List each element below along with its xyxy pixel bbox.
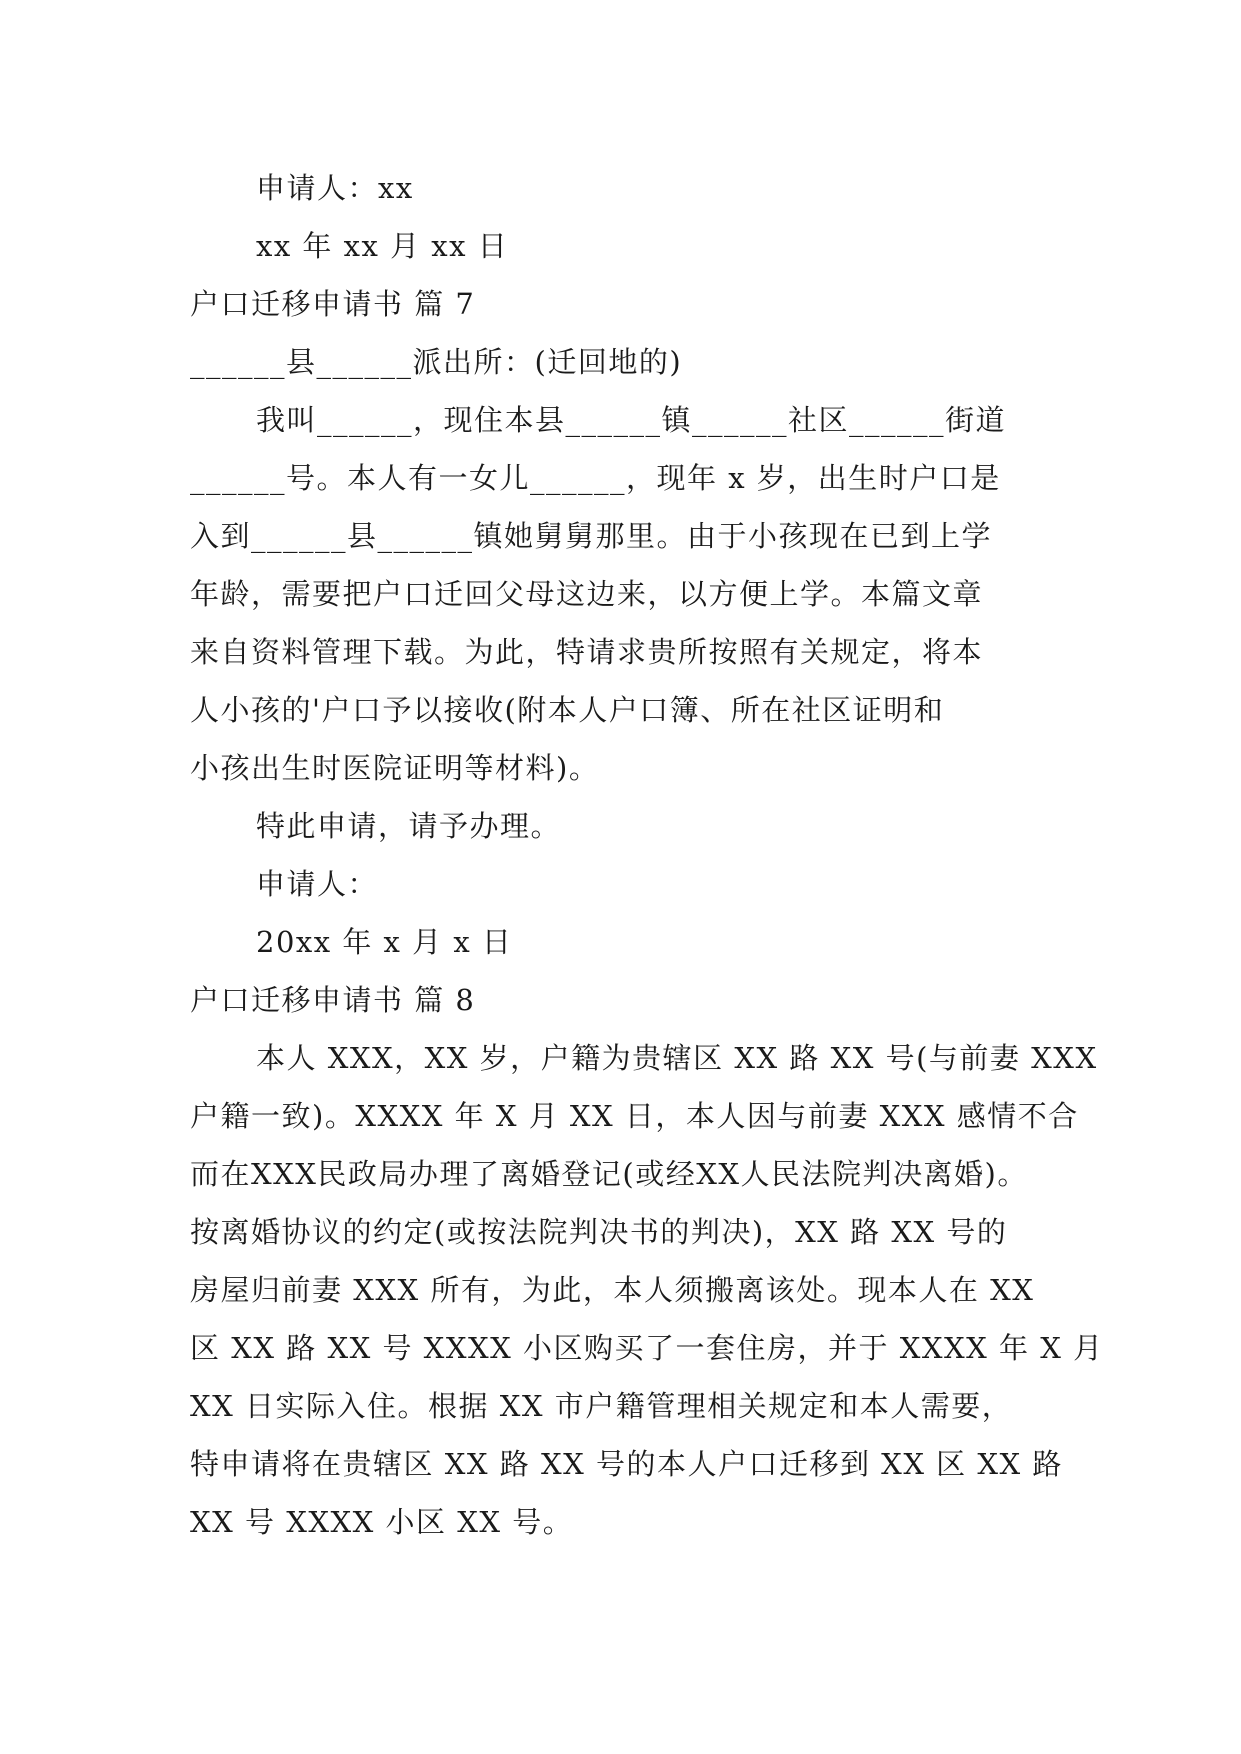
body-line: 而在XXX民政局办理了离婚登记(或经XX人民法院判决离婚)。 bbox=[190, 1157, 1028, 1191]
body-line: 按离婚协议的约定(或按法院判决书的判决)，XX 路 XX 号的 bbox=[190, 1215, 1008, 1249]
body-line: 特申请将在贵辖区 XX 路 XX 号的本人户口迁移到 XX 区 XX 路 bbox=[190, 1447, 1063, 1481]
date-line: xx 年 xx 月 xx 日 bbox=[256, 229, 509, 263]
body-line: 区 XX 路 XX 号 XXXX 小区购买了一套住房，并于 XXXX 年 X 月 bbox=[190, 1331, 1104, 1365]
body-line: 本人 XXX，XX 岁，户籍为贵辖区 XX 路 XX 号(与前妻 XXX bbox=[256, 1041, 1098, 1075]
body-line: 户籍一致)。XXXX 年 X 月 XX 日，本人因与前妻 XXX 感情不合 bbox=[190, 1099, 1079, 1133]
applicant-line: 申请人：xx bbox=[256, 171, 414, 205]
body-line: 来自资料管理下载。为此，特请求贵所按照有关规定，将本 bbox=[190, 635, 984, 669]
body-line: 入到______县______镇她舅舅那里。由于小孩现在已到上学 bbox=[190, 519, 993, 553]
body-line: 房屋归前妻 XXX 所有，为此，本人须搬离该处。现本人在 XX bbox=[190, 1273, 1035, 1307]
section-heading-7: 户口迁移申请书 篇 7 bbox=[190, 287, 476, 321]
date-line: 20xx 年 x 月 x 日 bbox=[256, 925, 513, 959]
body-line: ______号。本人有一女儿______，现年 x 岁，出生时户口是 bbox=[190, 461, 1001, 495]
applicant-line: 申请人： bbox=[256, 867, 379, 901]
body-line: 人小孩的'户口予以接收(附本人户口簿、所在社区证明和 bbox=[190, 693, 945, 727]
section-heading-8: 户口迁移申请书 篇 8 bbox=[190, 983, 476, 1017]
body-line: 小孩出生时医院证明等材料)。 bbox=[190, 751, 600, 785]
body-line: XX 日实际入住。根据 XX 市户籍管理相关规定和本人需要， bbox=[190, 1389, 1013, 1423]
addressee-line: ______县______派出所：(迁回地的) bbox=[190, 345, 683, 379]
body-line: 年龄，需要把户口迁回父母这边来，以方便上学。本篇文章 bbox=[190, 577, 984, 611]
closing-line: 特此申请，请予办理。 bbox=[256, 809, 562, 843]
body-line: 我叫______，现住本县______镇______社区______街道 bbox=[256, 403, 1007, 437]
body-line: XX 号 XXXX 小区 XX 号。 bbox=[190, 1505, 574, 1539]
